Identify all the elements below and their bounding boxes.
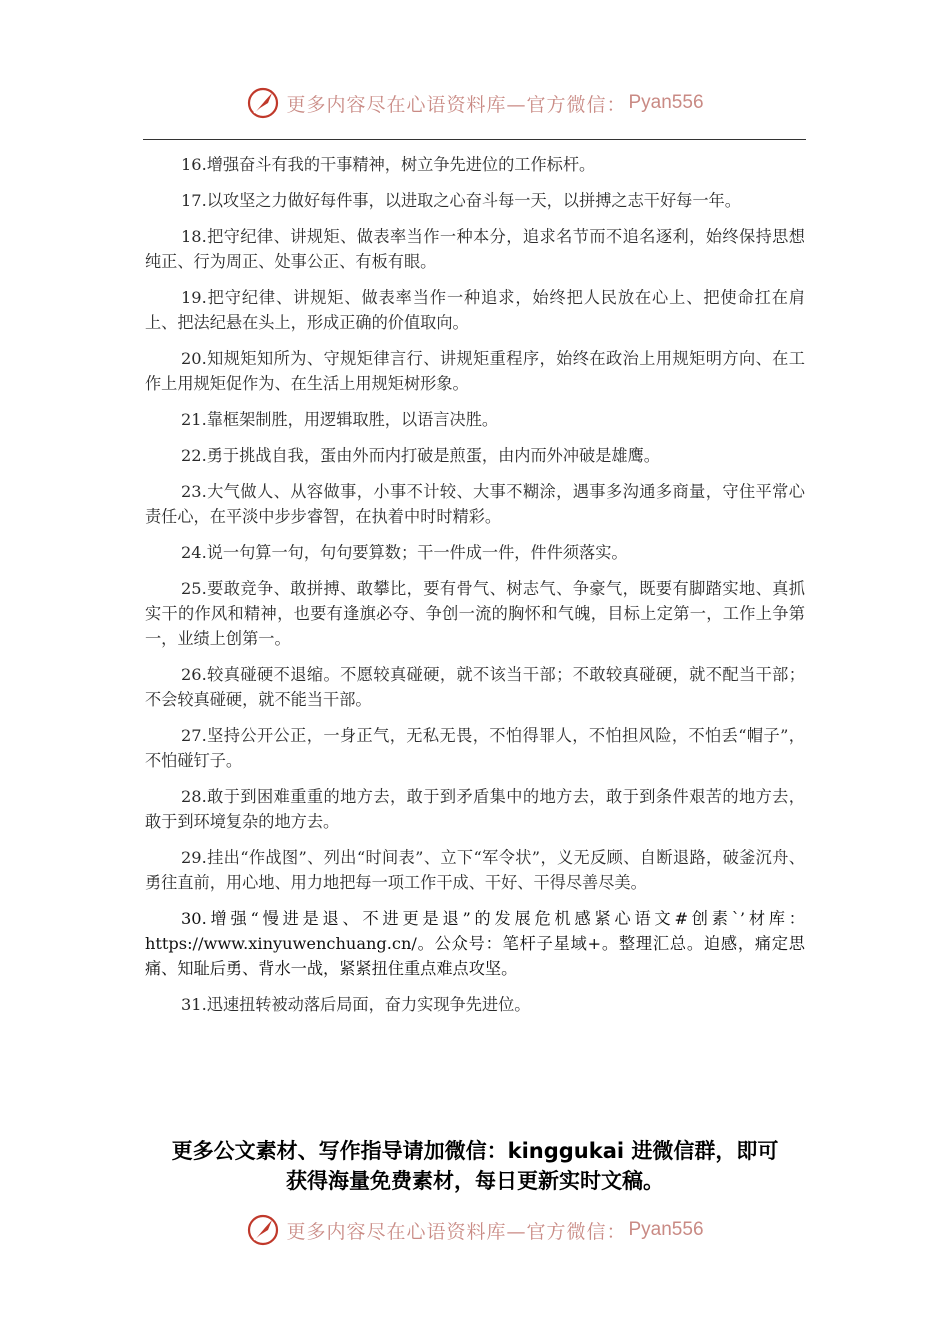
paragraph-21: 21.靠框架制胜，用逻辑取胜，以语言决胜。 xyxy=(181,410,499,429)
promo-line-2: 获得海量免费素材，每日更新实时文稿。 xyxy=(286,1169,664,1193)
paragraph-31: 31.迅速扭转被动落后局面，奋力实现争先进位。 xyxy=(181,995,531,1014)
paragraph-20: 20.知规矩知所为、守规矩律言行、讲规矩重程序，始终在政治上用规矩明方向、在工作上用规矩促作为、在生活上用规矩树形象。 xyxy=(145,349,805,393)
paragraph-16: 16.增强奋斗有我的干事精神，树立争先进位的工作标杆。 xyxy=(181,155,596,174)
promo-block xyxy=(0,1136,950,1196)
paragraph-27: 27.坚持公开公正，一身正气，无私无畏，不怕得罪人，不怕担风险，不怕丢“帽子”，不怕碰钉子。 xyxy=(145,726,805,770)
paragraph-24: 24.说一句算一句，句句要算数；干一件成一件，件件须落实。 xyxy=(181,543,628,562)
paragraph-22: 22.勇于挑战自我，蛋由外而内打破是煎蛋，由内而外冲破是雄鹰。 xyxy=(181,446,660,465)
paragraph-23: 23.大气做人、从容做事，小事不计较、大事不糊涂，遇事多沟通多商量，守住平常心责任心，在平淡中步步睿智，在执着中时时精彩。 xyxy=(145,482,805,526)
header-divider xyxy=(143,139,806,140)
header-brand xyxy=(0,83,950,123)
promo-line-1: 更多公文素材、写作指导请加微信：kinggukai 进微信群，即可 xyxy=(171,1139,779,1163)
header-site-text: 更多内容尽在心语资料库—官方微信： xyxy=(286,93,627,116)
paragraph-26: 26.较真碰硬不退缩。不愿较真碰硬，就不该当干部；不敢较真碰硬，就不配当干部；不会较真碰硬，就不能当干部。 xyxy=(145,665,805,709)
paragraph-19: 19.把守纪律、讲规矩、做表率当作一种追求，始终把人民放在心上、把使命扛在肩上、把法纪悬在头上，形成正确的价值取向。 xyxy=(145,288,805,332)
paragraph-25: 25.要敢竞争、敢拼搏、敢攀比，要有骨气、树志气、争豪气，既要有脚踏实地、真抓实干的作风和精神，也要有逢旗必夺、争创一流的胸怀和气魄，目标上定第一，工作上争第一，业绩上创第一。 xyxy=(145,579,805,648)
footer-site-text: 更多内容尽在心语资料库—官方微信： xyxy=(286,1220,627,1243)
header-wechat-id: Pyan556 xyxy=(628,92,704,113)
footer-wechat-id: Pyan556 xyxy=(628,1219,704,1240)
paragraph-28: 28.敢于到困难重重的地方去，敢于到矛盾集中的地方去，敢于到条件艰苦的地方去，敢于到环境复杂的地方去。 xyxy=(145,787,805,831)
quill-logo-icon xyxy=(246,86,280,120)
paragraph-17: 17.以攻坚之力做好每件事，以进取之心奋斗每一天，以拼搏之志干好每一年。 xyxy=(181,191,741,210)
quill-logo-icon xyxy=(246,1213,280,1247)
document-body xyxy=(145,152,805,1028)
paragraph-29: 29.挂出“作战图”、列出“时间表”、立下“军令状”，义无反顾、自断退路，破釜沉舟、勇往直前，用心地、用力地把每一项工作干成、干好、干得尽善尽美。 xyxy=(145,848,805,892)
footer-brand xyxy=(0,1210,950,1250)
paragraph-30: 30.增强“慢进是退、不进更是退”的发展危机感紧心语文#创素`’材库：https://www.xinyuwenchuang.cn/。公众号：笔杆子星域+。整理汇总。迫感，痛定思痛、知耻后勇、背水一战，紧紧扭住重点难点攻坚。 xyxy=(145,909,805,978)
paragraph-18: 18.把守纪律、讲规矩、做表率当作一种本分，追求名节而不追名逐利，始终保持思想纯正、行为周正、处事公正、有板有眼。 xyxy=(145,227,805,271)
